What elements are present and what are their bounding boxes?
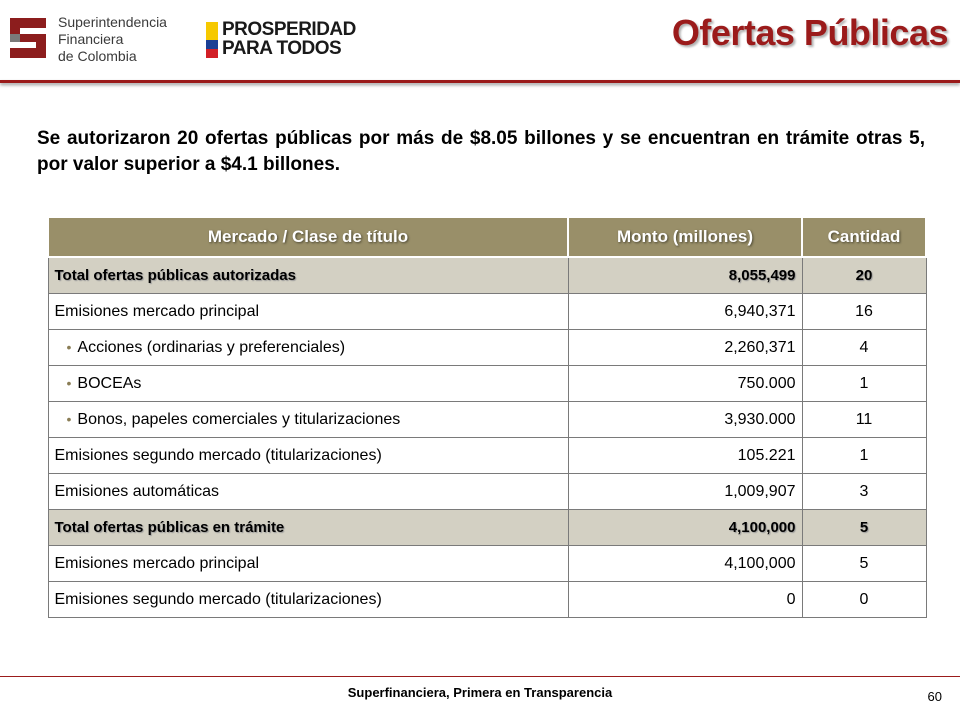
- row-label: Emisiones automáticas: [54, 482, 220, 500]
- column-header-cantidad: Cantidad: [802, 217, 926, 257]
- cell-amount: 2,260,371: [568, 330, 802, 366]
- page-number: 60: [927, 689, 942, 704]
- cell-label: [48, 294, 568, 330]
- row-label: Total ofertas públicas en trámite: [54, 519, 285, 536]
- table-row: [48, 402, 926, 438]
- table-row: [48, 474, 926, 510]
- table-row: [48, 366, 926, 402]
- cell-amount: 0: [568, 582, 802, 618]
- row-label: Emisiones segundo mercado (titularizaciones): [54, 590, 382, 608]
- cell-amount: 6,940,371: [568, 294, 802, 330]
- cell-count: 16: [802, 294, 926, 330]
- row-label: Emisiones mercado principal: [54, 554, 260, 572]
- row-label: BOCEAs: [77, 374, 142, 392]
- org-name: Superintendencia Financiera de Colombia: [58, 14, 167, 64]
- cell-amount: 1,009,907: [568, 474, 802, 510]
- cell-count: 0: [802, 582, 926, 618]
- cell-count: 5: [802, 510, 926, 546]
- table-row: [48, 438, 926, 474]
- table-row: [48, 330, 926, 366]
- footer-text: Superfinanciera, Primera en Transparencia: [347, 685, 613, 700]
- cell-count: 5: [802, 546, 926, 582]
- cell-label: [48, 402, 568, 438]
- cell-label: [48, 366, 568, 402]
- cell-amount: 3,930.000: [568, 402, 802, 438]
- cell-label: [48, 510, 568, 546]
- cell-label: [48, 257, 568, 294]
- table-row: [48, 257, 926, 294]
- cell-count: 3: [802, 474, 926, 510]
- superfinanciera-logo-icon: [6, 12, 52, 64]
- page-title: Ofertas Públicas: [671, 12, 948, 53]
- summary-text: Se autorizaron 20 ofertas públicas por más de $8.05 billones y se encuentran en trámite otras 5, por valor superior a $4.1 billones.: [37, 128, 925, 175]
- cell-amount: 8,055,499: [568, 257, 802, 294]
- row-label: Bonos, papeles comerciales y titularizaciones: [77, 410, 401, 428]
- table-row: [48, 510, 926, 546]
- column-header-mercado: Mercado / Clase de título: [48, 217, 568, 257]
- row-label: Acciones (ordinarias y preferenciales): [77, 338, 346, 356]
- cell-label: [48, 582, 568, 618]
- cell-count: 11: [802, 402, 926, 438]
- row-label: Total ofertas públicas autorizadas: [54, 267, 296, 284]
- bullet-icon: •: [66, 338, 72, 355]
- bullet-icon: •: [66, 374, 72, 391]
- cell-label: [48, 546, 568, 582]
- footer-divider: [0, 676, 960, 677]
- table-row: [48, 582, 926, 618]
- colombia-flag-icon: [206, 22, 218, 58]
- offers-table: [47, 216, 927, 618]
- cell-label: [48, 438, 568, 474]
- cell-amount: 4,100,000: [568, 510, 802, 546]
- row-label: Emisiones segundo mercado (titularizaciones): [54, 446, 382, 464]
- table-row: [48, 546, 926, 582]
- campaign-slogan: PROSPERIDAD PARA TODOS: [222, 19, 356, 59]
- bullet-icon: •: [66, 410, 72, 427]
- row-label: Emisiones mercado principal: [54, 302, 260, 320]
- cell-label: [48, 474, 568, 510]
- table-body: [48, 257, 926, 618]
- cell-label: [48, 330, 568, 366]
- cell-count: 20: [802, 257, 926, 294]
- cell-amount: 750.000: [568, 366, 802, 402]
- slide-header: [0, 0, 960, 80]
- cell-count: 4: [802, 330, 926, 366]
- cell-amount: 105.221: [568, 438, 802, 474]
- cell-amount: 4,100,000: [568, 546, 802, 582]
- cell-count: 1: [802, 438, 926, 474]
- column-header-monto: Monto (millones): [568, 217, 802, 257]
- cell-count: 1: [802, 366, 926, 402]
- header-divider: [0, 80, 960, 83]
- table-row: [48, 294, 926, 330]
- table-header-row: [48, 217, 926, 257]
